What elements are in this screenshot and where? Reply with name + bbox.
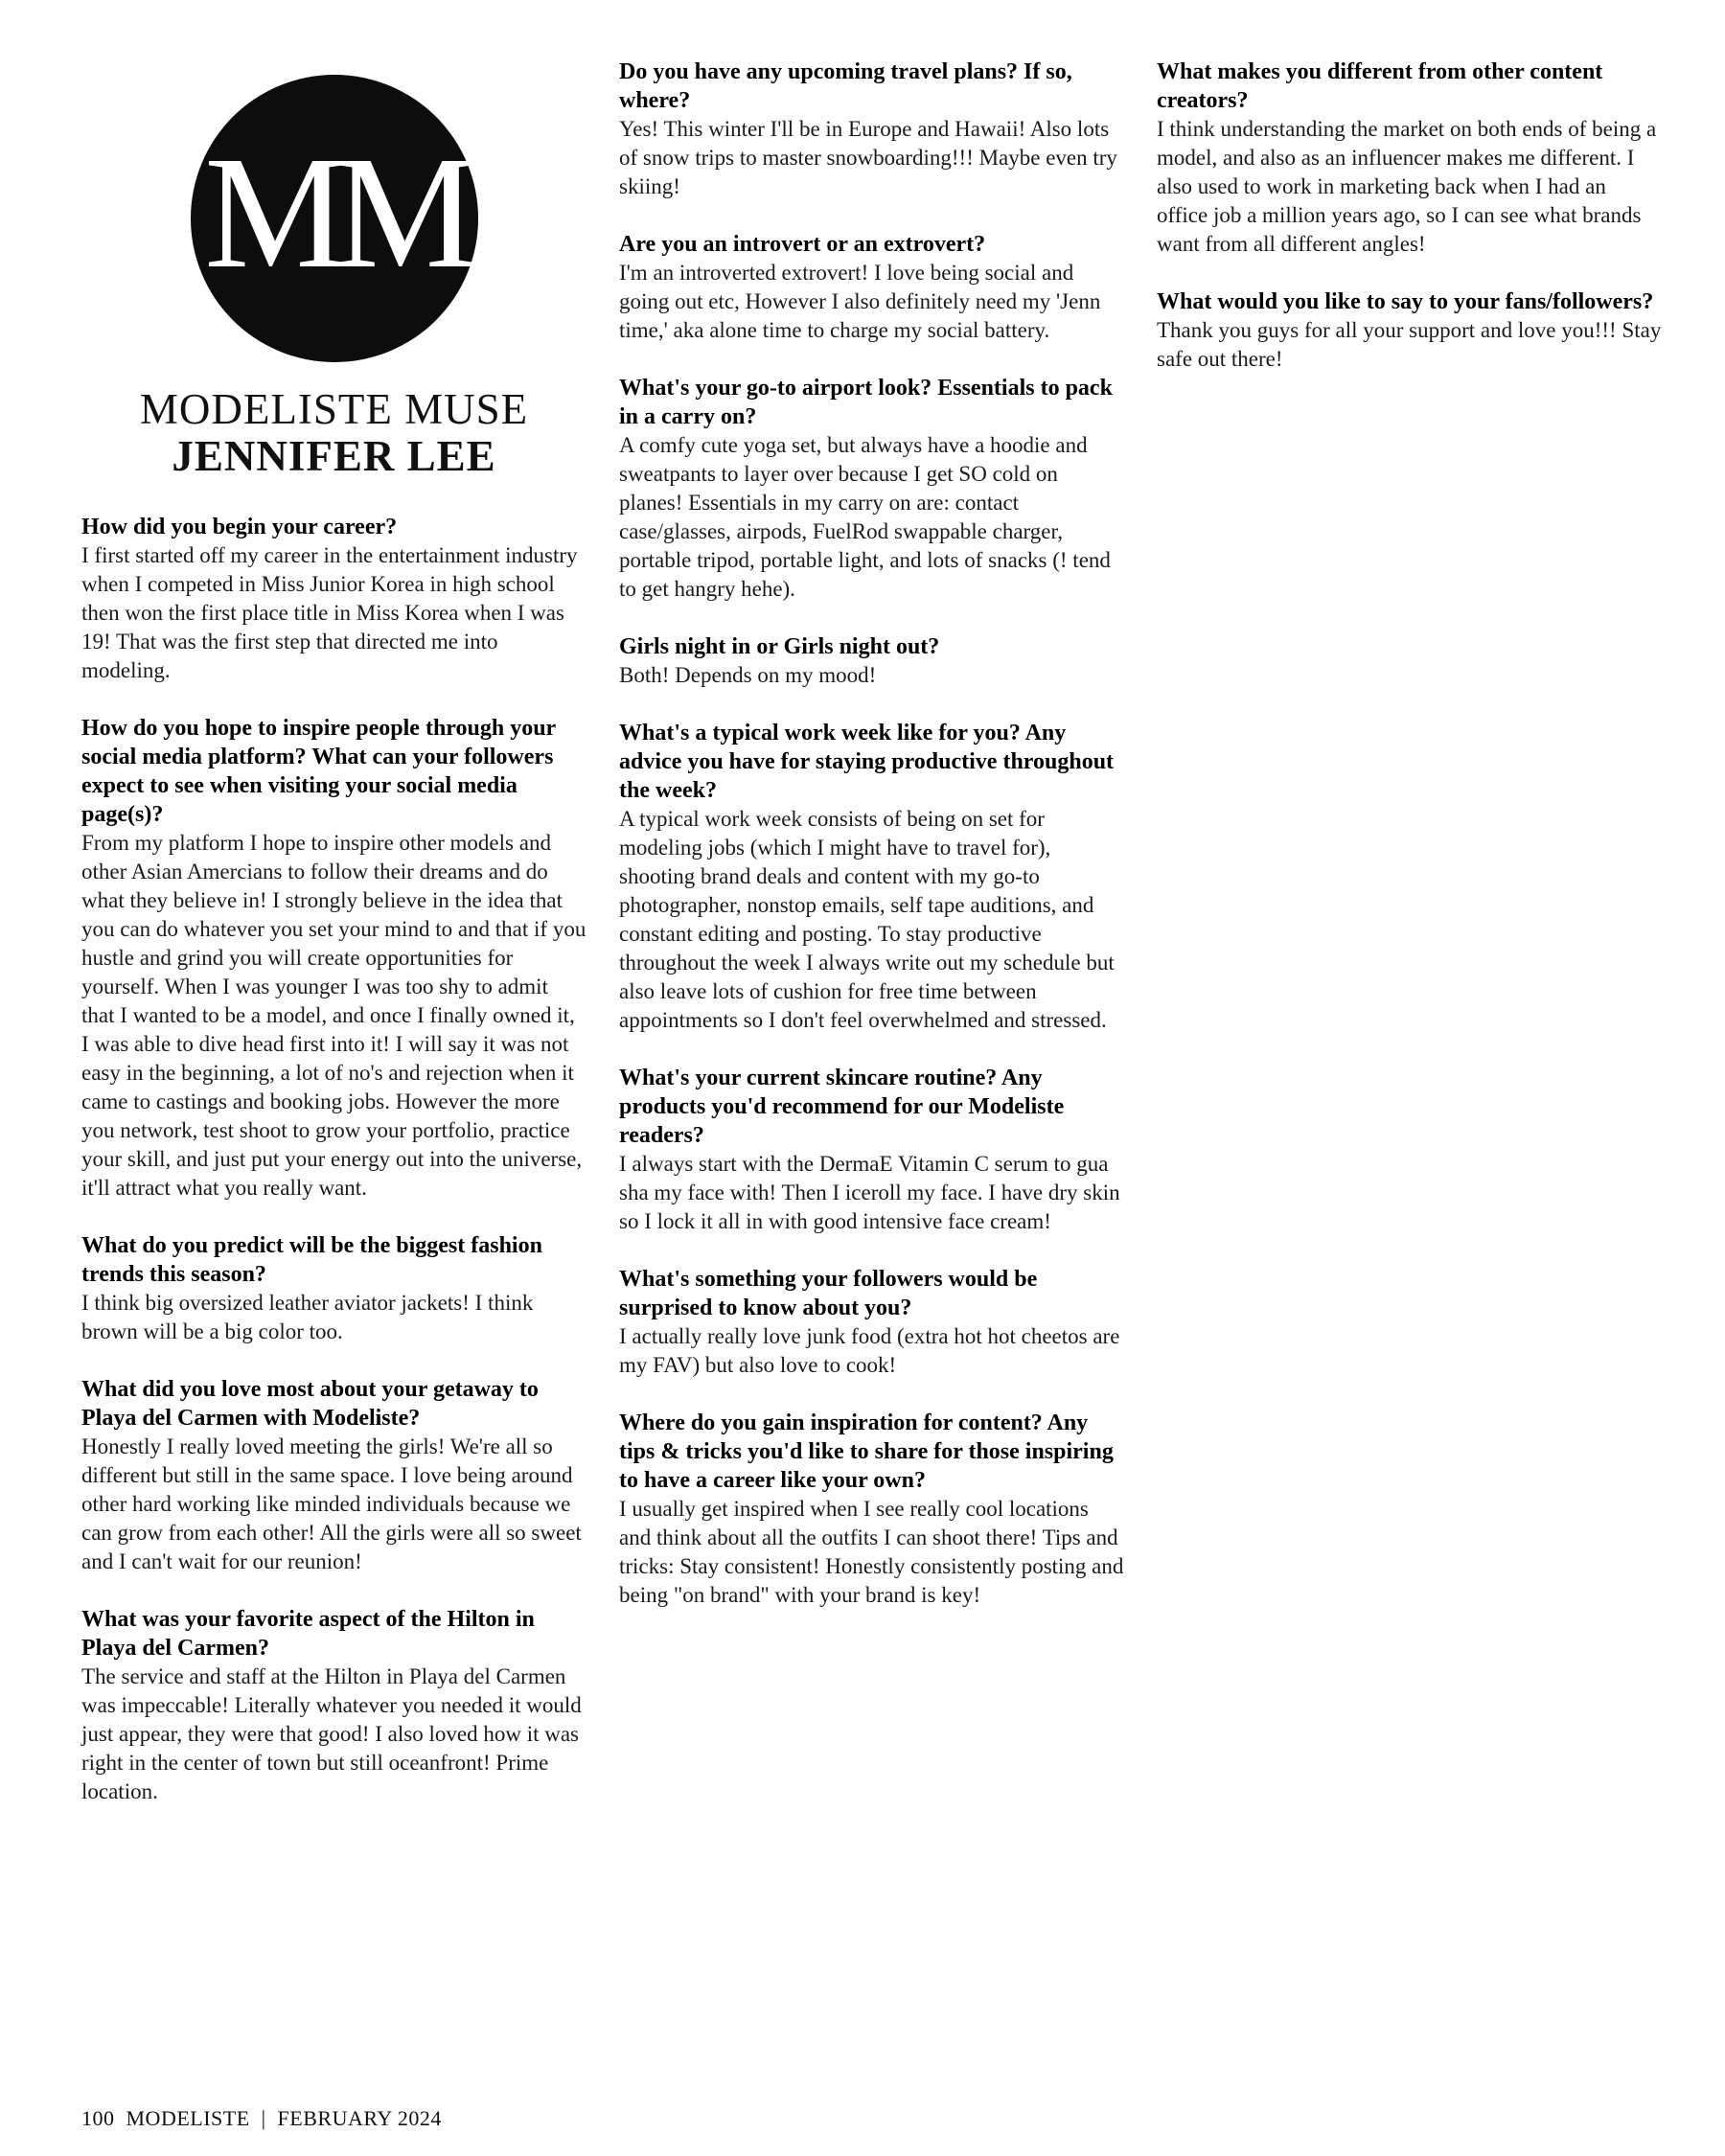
magazine-section-title: MODELISTE MUSE xyxy=(139,385,529,433)
answer-text: I first started off my career in the entertainment industry when I competed in Miss Junior Korea in high school then won the first place title in Miss Korea when I was 19! That was the first step that directed me into modeling. xyxy=(81,542,578,682)
question-text: What do you predict will be the biggest fashion trends this season? xyxy=(81,1232,542,1287)
qa-block xyxy=(619,1265,1124,1380)
answer-text: A comfy cute yoga set, but always have a hoodie and sweatpants to layer over because I get SO cold on planes! Essentials in my carry on are: contact case/glasses, airpods, FuelRod swappable charger, portable tripod, portable light, and lots of snacks (! tend to get hangry hehe). xyxy=(619,433,1111,601)
question-text: How do you hope to inspire people through your social media platform? What can your followers expect to see when visiting your social media page(s)? xyxy=(81,715,556,827)
answer-text: Honestly I really loved meeting the girls! We're all so different but still in the same space. I love being around other hard working like minded individuals because we can grow from each other! All the girls were all so sweet and I can't wait for our reunion! xyxy=(81,1434,582,1573)
question-text: What did you love most about your getaway to Playa del Carmen with Modeliste? xyxy=(81,1376,539,1431)
mm-logo-text: MM xyxy=(204,124,464,302)
answer-text: I think understanding the market on both ends of being a model, and also as an influencer makes me different. I also used to work in marketing back when I had an office job a million years ago, so I can see what brands want from all different angles! xyxy=(1157,117,1657,256)
column-3 xyxy=(1157,57,1662,402)
question-text: What's something your followers would be surprised to know about you? xyxy=(619,1267,1038,1320)
question-text: Where do you gain inspiration for content? Any tips & tricks you'd like to share for those inspiring to have a career like your own? xyxy=(619,1411,1114,1493)
answer-text: I usually get inspired when I see really cool locations and think about all the outfits I can shoot there! Tips and tricks: Stay consistent! Honestly consistently posting and being "on brand" with your brand is key! xyxy=(619,1497,1124,1607)
question-text: Are you an introvert or an extrovert? xyxy=(619,232,986,257)
qa-block xyxy=(619,1409,1124,1610)
qa-block xyxy=(619,374,1124,604)
question-text: Do you have any upcoming travel plans? If so, where? xyxy=(619,59,1072,113)
answer-text: From my platform I hope to inspire other models and other Asian Amercians to follow their dreams and do what they believe in! I strongly believe in the idea that you can do whatever you set your mind to and that if you hustle and grind you will create opportunities for yourself. When I was younger I was too shy to admit that I wanted to be a model, and once I finally owned it, I was able to dive head first into it! I will say it was not easy in the beginning, a lot of no's and rejection when it came to castings and booking jobs. However the more you network, test shoot to grow your portfolio, practice your skill, and just put your energy out into the universe, it'll attract what you really want. xyxy=(81,830,586,1200)
answer-text: I'm an introverted extrovert! I love being social and going out etc, However I also definitely need my 'Jenn time,' aka alone time to charge my social battery. xyxy=(619,261,1101,342)
qa-block xyxy=(619,57,1124,201)
question-text: What was your favorite aspect of the Hilton in Playa del Carmen? xyxy=(81,1606,535,1661)
qa-block xyxy=(81,1375,586,1576)
question-text: What's your current skincare routine? Any products you'd recommend for our Modeliste readers? xyxy=(619,1066,1065,1148)
answer-text: I think big oversized leather aviator jackets! I think brown will be a big color too. xyxy=(81,1290,534,1343)
column-1 xyxy=(81,57,586,1835)
qa-block xyxy=(1157,287,1662,374)
qa-block xyxy=(81,1605,586,1806)
question-text: Girls night in or Girls night out? xyxy=(619,634,940,659)
qa-block xyxy=(81,513,586,685)
question-text: What's your go-to airport look? Essentials to pack in a carry on? xyxy=(619,376,1113,429)
qa-block xyxy=(619,230,1124,345)
question-text: What's a typical work week like for you? Any advice you have for staying productive throughout the week? xyxy=(619,721,1115,803)
column-2 xyxy=(619,57,1124,1639)
answer-text: The service and staff at the Hilton in Playa del Carmen was impeccable! Literally whatever you needed it would just appear, they were that good! I also loved how it was right in the center of town but still oceanfront! Prime location. xyxy=(81,1663,582,1803)
mm-logo-circle xyxy=(191,75,478,362)
question-text: How did you begin your career? xyxy=(81,514,398,539)
answer-text: I always start with the DermaE Vitamin C serum to gua sha my face with! Then I iceroll my face. I have dry skin so I lock it all in with good intensive face cream! xyxy=(619,1152,1120,1233)
page-footer: 100 MODELISTE | FEBRUARY 2024 xyxy=(81,2106,442,2130)
qa-list-column-3 xyxy=(1157,57,1662,374)
qa-list-column-2 xyxy=(619,57,1124,1610)
logo xyxy=(81,75,586,362)
answer-text: I actually really love junk food (extra hot hot cheetos are my FAV) but also love to cook! xyxy=(619,1324,1120,1377)
muse-name-title: JENNIFER LEE xyxy=(172,432,496,481)
qa-block xyxy=(619,1064,1124,1236)
qa-list-column-1 xyxy=(81,513,586,1806)
qa-block xyxy=(81,1231,586,1346)
qa-block xyxy=(1157,57,1662,259)
qa-block xyxy=(81,714,586,1203)
answer-text: Thank you guys for all your support and love you!!! Stay safe out there! xyxy=(1157,318,1662,371)
qa-block xyxy=(619,719,1124,1035)
columns-container xyxy=(81,57,1668,1835)
qa-block xyxy=(619,632,1124,690)
answer-text: A typical work week consists of being on set for modeling jobs (which I might have to travel for), shooting brand deals and content with my go-to photographer, nonstop emails, self tape auditions, and constant editing and posting. To stay productive throughout the week I always write out my schedule but also leave lots of cushion for free time between appointments so I don't feel overwhelmed and stressed. xyxy=(619,807,1115,1032)
answer-text: Yes! This winter I'll be in Europe and Hawaii! Also lots of snow trips to master snowboarding!!! Maybe even try skiing! xyxy=(619,117,1117,198)
answer-text: Both! Depends on my mood! xyxy=(619,663,877,687)
question-text: What would you like to say to your fans/followers? xyxy=(1157,289,1654,314)
question-text: What makes you different from other content creators? xyxy=(1157,59,1603,113)
